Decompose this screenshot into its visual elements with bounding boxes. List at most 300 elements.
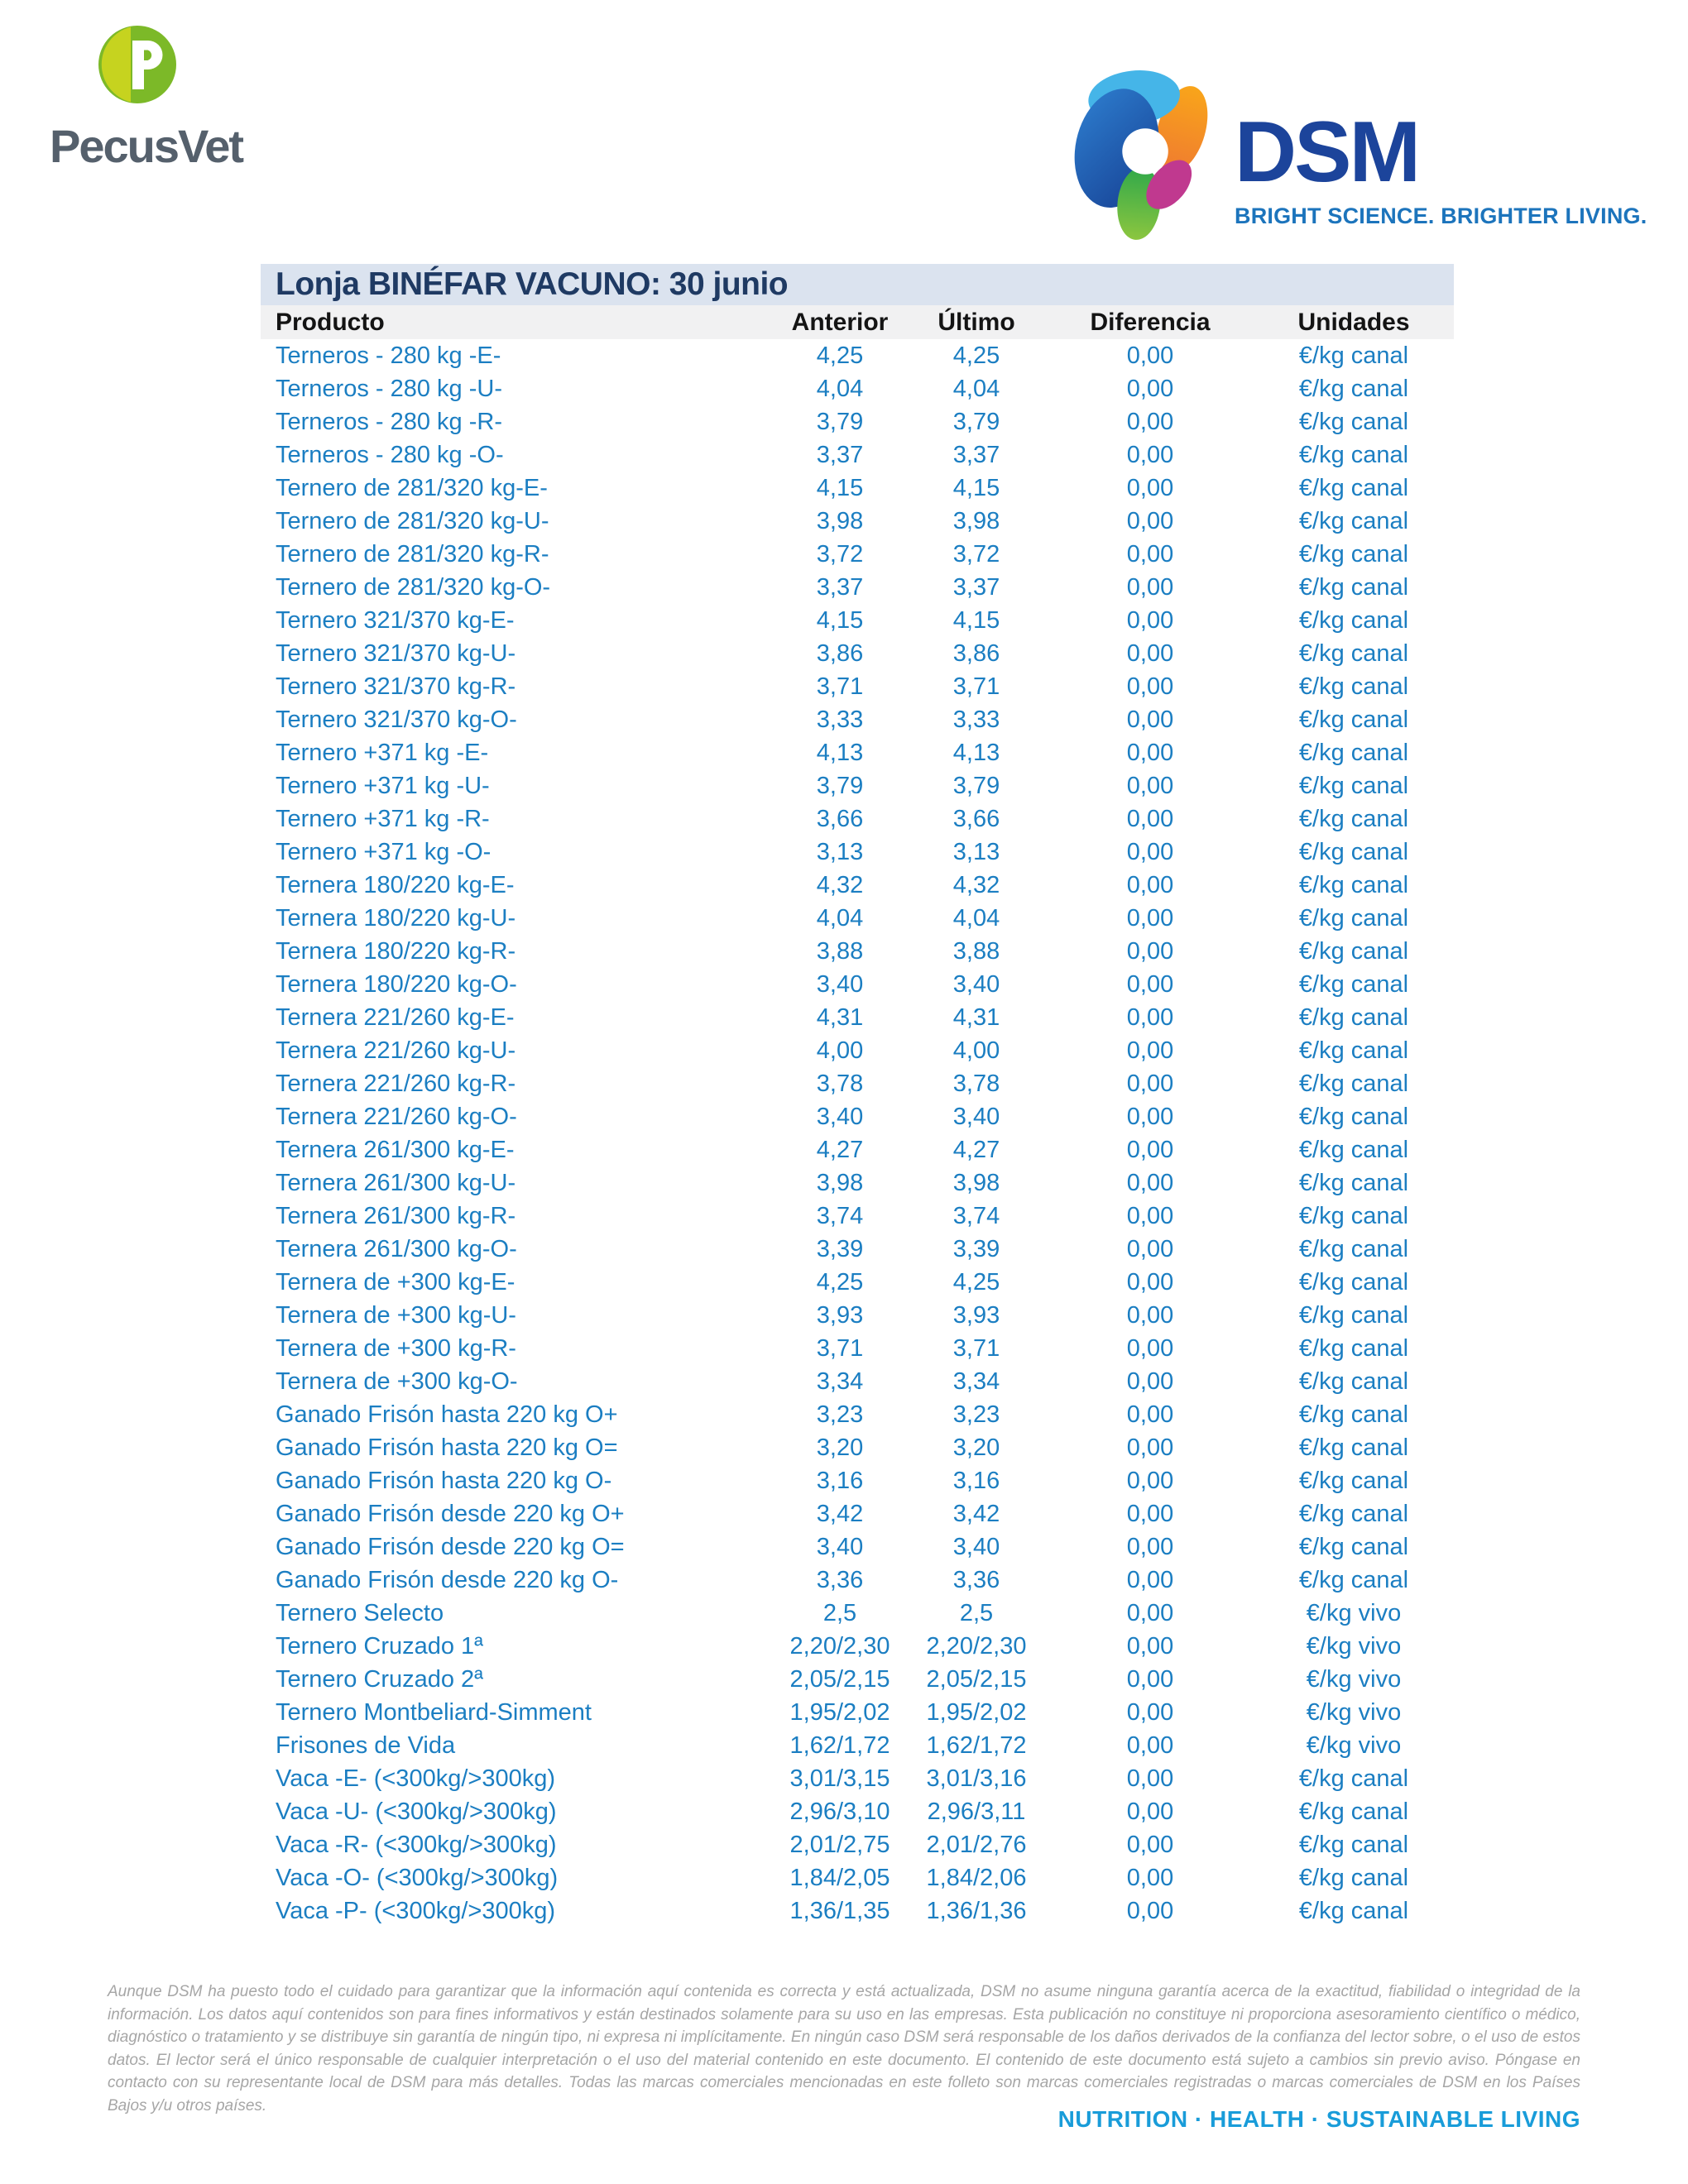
- ultimo-cell: 1,95/2,02: [926, 1698, 1027, 1726]
- ultimo-cell: 3,86: [952, 639, 1000, 667]
- anterior-cell: 2,05/2,15: [789, 1665, 890, 1693]
- product-cell: Ternera 180/220 kg-R-: [276, 937, 516, 965]
- product-cell: Ternero 321/370 kg-R-: [276, 673, 516, 700]
- unidades-cell: €/kg vivo: [1306, 1599, 1402, 1626]
- unidades-cell: €/kg canal: [1298, 1798, 1409, 1825]
- unidades-cell: €/kg canal: [1298, 1334, 1409, 1362]
- product-cell: Ternera de +300 kg-U-: [276, 1301, 516, 1329]
- diferencia-cell: 0,00: [1126, 1467, 1174, 1494]
- table-row: [261, 438, 1454, 472]
- table-row: [261, 1464, 1454, 1497]
- table-row: [261, 1233, 1454, 1266]
- anterior-cell: 3,79: [816, 408, 864, 435]
- table-row: [261, 670, 1454, 703]
- diferencia-cell: 0,00: [1126, 441, 1174, 468]
- table-row: [261, 769, 1454, 802]
- diferencia-cell: 0,00: [1126, 1169, 1174, 1196]
- unidades-cell: €/kg canal: [1298, 342, 1409, 369]
- anterior-cell: 4,15: [816, 474, 864, 501]
- dsm-swirl-icon: [1069, 60, 1223, 242]
- diferencia-cell: 0,00: [1126, 1665, 1174, 1693]
- diferencia-cell: 0,00: [1126, 1632, 1174, 1660]
- diferencia-cell: 0,00: [1126, 1698, 1174, 1726]
- diferencia-cell: 0,00: [1126, 1334, 1174, 1362]
- table-row: [261, 802, 1454, 836]
- diferencia-cell: 0,00: [1126, 1864, 1174, 1891]
- ultimo-cell: 4,04: [952, 375, 1000, 402]
- product-cell: Ganado Frisón hasta 220 kg O-: [276, 1467, 612, 1494]
- table-row: [261, 1067, 1454, 1100]
- product-cell: Terneros - 280 kg -R-: [276, 408, 502, 435]
- table-row: [261, 604, 1454, 637]
- product-cell: Ternero 321/370 kg-O-: [276, 706, 517, 733]
- product-cell: Ternero +371 kg -E-: [276, 739, 489, 766]
- anterior-cell: 4,15: [816, 606, 864, 634]
- anterior-cell: 1,95/2,02: [789, 1698, 890, 1726]
- table-row: [261, 1332, 1454, 1365]
- unidades-cell: €/kg canal: [1298, 805, 1409, 832]
- product-cell: Ternero de 281/320 kg-R-: [276, 540, 549, 568]
- unidades-cell: €/kg canal: [1298, 1566, 1409, 1593]
- product-cell: Ternera 221/260 kg-U-: [276, 1037, 516, 1064]
- diferencia-cell: 0,00: [1126, 1003, 1174, 1031]
- diferencia-cell: 0,00: [1126, 1897, 1174, 1924]
- product-cell: Ternero Montbeliard-Simment: [276, 1698, 592, 1726]
- ultimo-cell: 2,5: [959, 1599, 994, 1626]
- diferencia-cell: 0,00: [1126, 1202, 1174, 1229]
- ultimo-cell: 3,01/3,16: [926, 1765, 1027, 1792]
- ultimo-cell: 4,31: [952, 1003, 1000, 1031]
- ultimo-cell: 3,88: [952, 937, 1000, 965]
- column-header-ultimo: Último: [938, 308, 1015, 336]
- anterior-cell: 3,37: [816, 441, 864, 468]
- anterior-cell: 2,01/2,75: [789, 1831, 890, 1858]
- ultimo-cell: 3,13: [952, 838, 1000, 865]
- diferencia-cell: 0,00: [1126, 540, 1174, 568]
- ultimo-cell: 3,20: [952, 1434, 1000, 1461]
- anterior-cell: 1,62/1,72: [789, 1731, 890, 1759]
- ultimo-cell: 3,72: [952, 540, 1000, 568]
- table-row: [261, 1564, 1454, 1597]
- anterior-cell: 4,13: [816, 739, 864, 766]
- unidades-cell: €/kg canal: [1298, 1401, 1409, 1428]
- anterior-cell: 3,42: [816, 1500, 864, 1527]
- table-row: [261, 1630, 1454, 1663]
- table-row: [261, 1762, 1454, 1795]
- unidades-cell: €/kg canal: [1298, 970, 1409, 998]
- unidades-cell: €/kg canal: [1298, 838, 1409, 865]
- ultimo-cell: 3,40: [952, 1103, 1000, 1130]
- table-row: [261, 869, 1454, 902]
- table-row: [261, 736, 1454, 769]
- unidades-cell: €/kg canal: [1298, 1003, 1409, 1031]
- product-cell: Ternera 180/220 kg-U-: [276, 904, 516, 932]
- table-row: [261, 339, 1454, 372]
- diferencia-cell: 0,00: [1126, 904, 1174, 932]
- ultimo-cell: 1,62/1,72: [926, 1731, 1027, 1759]
- product-cell: Ganado Frisón desde 220 kg O+: [276, 1500, 625, 1527]
- product-cell: Ternero Selecto: [276, 1599, 444, 1626]
- anterior-cell: 3,40: [816, 970, 864, 998]
- diferencia-cell: 0,00: [1126, 1367, 1174, 1395]
- diferencia-cell: 0,00: [1126, 1831, 1174, 1858]
- product-cell: Ternera 180/220 kg-O-: [276, 970, 517, 998]
- unidades-cell: €/kg canal: [1298, 441, 1409, 468]
- diferencia-cell: 0,00: [1126, 474, 1174, 501]
- table-row: [261, 1266, 1454, 1299]
- product-cell: Ternera de +300 kg-R-: [276, 1334, 516, 1362]
- product-cell: Ternero de 281/320 kg-U-: [276, 507, 549, 534]
- disclaimer-text: Aunque DSM ha puesto todo el cuidado para garantizar que la información aquí contenida es correcta y está actualizada, DSM no asume ninguna garantía acerca de la exactitud, fiabilidad o integridad de la información. Los datos aquí contenidos son para fines informativos y están destinados solamente para su uso en las empresas. Esta publicación no constituye ni proporciona asesoramiento científico o médico, diagnóstico o tratamiento y se distribuye sin garantía de ningún tipo, ni expresa ni implícitamente. En ningún caso DSM será responsable de los daños derivados de la confianza del lector sobre, o el uso de estos datos. El lector será el único responsable de cualquier interpretación o el uso del material contenido en este documento. El contenido de este documento está sujeto a cambios sin previo aviso. Póngase en contacto con su representante local de DSM para más detalles. Todas las marcas comerciales mencionadas en este folleto son marcas comerciales registradas o marcas comerciales de DSM en los Países Bajos y/u otros países.: [108, 1983, 1580, 2115]
- price-table: [261, 264, 1454, 1928]
- table-row: [261, 1001, 1454, 1034]
- product-cell: Ternera de +300 kg-O-: [276, 1367, 518, 1395]
- unidades-cell: €/kg canal: [1298, 1103, 1409, 1130]
- diferencia-cell: 0,00: [1126, 1070, 1174, 1097]
- anterior-cell: 1,36/1,35: [789, 1897, 890, 1924]
- dsm-tagline: BRIGHT SCIENCE. BRIGHTER LIVING.: [1235, 204, 1647, 228]
- ultimo-cell: 3,71: [952, 673, 1000, 700]
- table-row: [261, 1530, 1454, 1564]
- table-row: [261, 1100, 1454, 1133]
- table-row: [261, 1133, 1454, 1166]
- anterior-cell: 1,84/2,05: [789, 1864, 890, 1891]
- product-cell: Ternero de 281/320 kg-E-: [276, 474, 548, 501]
- anterior-cell: 3,71: [816, 1334, 864, 1362]
- ultimo-cell: 4,32: [952, 871, 1000, 898]
- table-body: [261, 339, 1454, 1928]
- unidades-cell: €/kg canal: [1298, 739, 1409, 766]
- anterior-cell: 3,40: [816, 1103, 864, 1130]
- product-cell: Ternera 221/260 kg-E-: [276, 1003, 515, 1031]
- unidades-cell: €/kg canal: [1298, 540, 1409, 568]
- unidades-cell: €/kg vivo: [1306, 1632, 1402, 1660]
- diferencia-cell: 0,00: [1126, 772, 1174, 799]
- anterior-cell: 4,25: [816, 342, 864, 369]
- product-cell: Ternera 221/260 kg-R-: [276, 1070, 516, 1097]
- table-row: [261, 405, 1454, 438]
- table-row: [261, 1729, 1454, 1762]
- unidades-cell: €/kg canal: [1298, 408, 1409, 435]
- unidades-cell: €/kg canal: [1298, 1500, 1409, 1527]
- product-cell: Ternera de +300 kg-E-: [276, 1268, 516, 1296]
- table-row: [261, 1894, 1454, 1928]
- diferencia-cell: 0,00: [1126, 1500, 1174, 1527]
- ultimo-cell: 4,04: [952, 904, 1000, 932]
- ultimo-cell: 2,05/2,15: [926, 1665, 1027, 1693]
- ultimo-cell: 3,79: [952, 408, 1000, 435]
- unidades-cell: €/kg canal: [1298, 1434, 1409, 1461]
- anterior-cell: 3,34: [816, 1367, 864, 1395]
- anterior-cell: 3,78: [816, 1070, 864, 1097]
- ultimo-cell: 3,71: [952, 1334, 1000, 1362]
- table-row: [261, 902, 1454, 935]
- anterior-cell: 3,20: [816, 1434, 864, 1461]
- ultimo-cell: 4,25: [952, 1268, 1000, 1296]
- diferencia-cell: 0,00: [1126, 871, 1174, 898]
- diferencia-cell: 0,00: [1126, 970, 1174, 998]
- pecusvet-p-circle-icon: [98, 25, 177, 104]
- product-cell: Ganado Frisón desde 220 kg O=: [276, 1533, 625, 1560]
- footer-tagline: NUTRITION · HEALTH · SUSTAINABLE LIVING: [1057, 2106, 1580, 2132]
- table-row: [261, 1497, 1454, 1530]
- anterior-cell: 3,39: [816, 1235, 864, 1262]
- column-header-producto: Producto: [276, 308, 385, 336]
- unidades-cell: €/kg canal: [1298, 1070, 1409, 1097]
- unidades-cell: €/kg canal: [1298, 1169, 1409, 1196]
- product-cell: Ternero 321/370 kg-E-: [276, 606, 515, 634]
- anterior-cell: 3,72: [816, 540, 864, 568]
- ultimo-cell: 3,98: [952, 507, 1000, 534]
- anterior-cell: 3,86: [816, 639, 864, 667]
- table-row: [261, 1431, 1454, 1464]
- anterior-cell: 3,16: [816, 1467, 864, 1494]
- diferencia-cell: 0,00: [1126, 342, 1174, 369]
- ultimo-cell: 4,25: [952, 342, 1000, 369]
- table-row: [261, 1166, 1454, 1200]
- table-row: [261, 571, 1454, 604]
- table-row: [261, 935, 1454, 968]
- unidades-cell: €/kg vivo: [1306, 1731, 1402, 1759]
- unidades-cell: €/kg canal: [1298, 1037, 1409, 1064]
- product-cell: Ternero Cruzado 1ª: [276, 1632, 483, 1660]
- ultimo-cell: 1,36/1,36: [926, 1897, 1027, 1924]
- ultimo-cell: 3,79: [952, 772, 1000, 799]
- table-row: [261, 703, 1454, 736]
- diferencia-cell: 0,00: [1126, 1268, 1174, 1296]
- product-cell: Vaca -O- (<300kg/>300kg): [276, 1864, 559, 1891]
- table-row: [261, 836, 1454, 869]
- product-cell: Terneros - 280 kg -O-: [276, 441, 504, 468]
- product-cell: Ganado Frisón desde 220 kg O-: [276, 1566, 619, 1593]
- diferencia-cell: 0,00: [1126, 1731, 1174, 1759]
- ultimo-cell: 4,15: [952, 474, 1000, 501]
- unidades-cell: €/kg canal: [1298, 1765, 1409, 1792]
- product-cell: Ternero +371 kg -U-: [276, 772, 490, 799]
- anterior-cell: 3,13: [816, 838, 864, 865]
- column-header-diferencia: Diferencia: [1090, 308, 1211, 336]
- unidades-cell: €/kg canal: [1298, 1864, 1409, 1891]
- diferencia-cell: 0,00: [1126, 408, 1174, 435]
- product-cell: Ternera 221/260 kg-O-: [276, 1103, 517, 1130]
- ultimo-cell: 2,20/2,30: [926, 1632, 1027, 1660]
- anterior-cell: 3,98: [816, 507, 864, 534]
- anterior-cell: 3,37: [816, 573, 864, 601]
- diferencia-cell: 0,00: [1126, 838, 1174, 865]
- product-cell: Ternera 261/300 kg-U-: [276, 1169, 516, 1196]
- product-cell: Terneros - 280 kg -E-: [276, 342, 501, 369]
- ultimo-cell: 3,98: [952, 1169, 1000, 1196]
- table-header-row: [261, 305, 1454, 339]
- unidades-cell: €/kg canal: [1298, 1533, 1409, 1560]
- diferencia-cell: 0,00: [1126, 507, 1174, 534]
- product-cell: Ternero de 281/320 kg-O-: [276, 573, 551, 601]
- ultimo-cell: 4,13: [952, 739, 1000, 766]
- anterior-cell: 3,23: [816, 1401, 864, 1428]
- diferencia-cell: 0,00: [1126, 375, 1174, 402]
- unidades-cell: €/kg canal: [1298, 606, 1409, 634]
- ultimo-cell: 3,40: [952, 1533, 1000, 1560]
- table-row: [261, 968, 1454, 1001]
- ultimo-cell: 3,37: [952, 441, 1000, 468]
- unidades-cell: €/kg canal: [1298, 639, 1409, 667]
- dsm-wordmark: DSM: [1235, 104, 1419, 200]
- unidades-cell: €/kg canal: [1298, 673, 1409, 700]
- ultimo-cell: 3,36: [952, 1566, 1000, 1593]
- ultimo-cell: 2,96/3,11: [927, 1798, 1026, 1825]
- anterior-cell: 3,93: [816, 1301, 864, 1329]
- diferencia-cell: 0,00: [1126, 639, 1174, 667]
- ultimo-cell: 3,42: [952, 1500, 1000, 1527]
- diferencia-cell: 0,00: [1126, 1798, 1174, 1825]
- ultimo-cell: 3,93: [952, 1301, 1000, 1329]
- anterior-cell: 3,74: [816, 1202, 864, 1229]
- diferencia-cell: 0,00: [1126, 805, 1174, 832]
- anterior-cell: 4,04: [816, 375, 864, 402]
- anterior-cell: 2,96/3,10: [789, 1798, 890, 1825]
- ultimo-cell: 4,00: [952, 1037, 1000, 1064]
- product-cell: Terneros - 280 kg -U-: [276, 375, 502, 402]
- table-title: Lonja BINÉFAR VACUNO: 30 junio: [261, 264, 1454, 305]
- anterior-cell: 3,36: [816, 1566, 864, 1593]
- anterior-cell: 4,31: [816, 1003, 864, 1031]
- diferencia-cell: 0,00: [1126, 673, 1174, 700]
- ultimo-cell: 3,66: [952, 805, 1000, 832]
- ultimo-cell: 3,16: [952, 1467, 1000, 1494]
- diferencia-cell: 0,00: [1126, 739, 1174, 766]
- table-row: [261, 372, 1454, 405]
- diferencia-cell: 0,00: [1126, 606, 1174, 634]
- anterior-cell: 3,40: [816, 1533, 864, 1560]
- diferencia-cell: 0,00: [1126, 1235, 1174, 1262]
- anterior-cell: 4,04: [816, 904, 864, 932]
- product-cell: Ternero Cruzado 2ª: [276, 1665, 483, 1693]
- unidades-cell: €/kg canal: [1298, 573, 1409, 601]
- diferencia-cell: 0,00: [1126, 1103, 1174, 1130]
- diferencia-cell: 0,00: [1126, 1301, 1174, 1329]
- product-cell: Ternera 180/220 kg-E-: [276, 871, 515, 898]
- anterior-cell: 2,20/2,30: [789, 1632, 890, 1660]
- table-row: [261, 472, 1454, 505]
- anterior-cell: 3,33: [816, 706, 864, 733]
- anterior-cell: 3,71: [816, 673, 864, 700]
- product-cell: Ternera 261/300 kg-R-: [276, 1202, 516, 1229]
- table-row: [261, 637, 1454, 670]
- product-cell: Ternera 261/300 kg-E-: [276, 1136, 515, 1163]
- diferencia-cell: 0,00: [1126, 1434, 1174, 1461]
- unidades-cell: €/kg canal: [1298, 1202, 1409, 1229]
- ultimo-cell: 3,74: [952, 1202, 1000, 1229]
- pecusvet-wordmark: PecusVet: [50, 120, 243, 172]
- table-row: [261, 1398, 1454, 1431]
- table-row: [261, 1795, 1454, 1828]
- diferencia-cell: 0,00: [1126, 1599, 1174, 1626]
- product-cell: Vaca -U- (<300kg/>300kg): [276, 1798, 557, 1825]
- anterior-cell: 4,32: [816, 871, 864, 898]
- unidades-cell: €/kg canal: [1298, 474, 1409, 501]
- product-cell: Ganado Frisón hasta 220 kg O=: [276, 1434, 618, 1461]
- ultimo-cell: 3,34: [952, 1367, 1000, 1395]
- ultimo-cell: 3,37: [952, 573, 1000, 601]
- unidades-cell: €/kg canal: [1298, 1367, 1409, 1395]
- diferencia-cell: 0,00: [1126, 937, 1174, 965]
- table-row: [261, 1828, 1454, 1861]
- unidades-cell: €/kg canal: [1298, 871, 1409, 898]
- product-cell: Ganado Frisón hasta 220 kg O+: [276, 1401, 618, 1428]
- unidades-cell: €/kg canal: [1298, 1235, 1409, 1262]
- ultimo-cell: 3,39: [952, 1235, 1000, 1262]
- product-cell: Ternero +371 kg -R-: [276, 805, 490, 832]
- table-row: [261, 1696, 1454, 1729]
- anterior-cell: 3,66: [816, 805, 864, 832]
- diferencia-cell: 0,00: [1126, 1765, 1174, 1792]
- unidades-cell: €/kg canal: [1298, 1268, 1409, 1296]
- diferencia-cell: 0,00: [1126, 706, 1174, 733]
- unidades-cell: €/kg canal: [1298, 772, 1409, 799]
- anterior-cell: 4,27: [816, 1136, 864, 1163]
- ultimo-cell: 3,23: [952, 1401, 1000, 1428]
- unidades-cell: €/kg canal: [1298, 937, 1409, 965]
- ultimo-cell: 4,15: [952, 606, 1000, 634]
- product-cell: Vaca -E- (<300kg/>300kg): [276, 1765, 555, 1792]
- ultimo-cell: 3,78: [952, 1070, 1000, 1097]
- ultimo-cell: 3,33: [952, 706, 1000, 733]
- ultimo-cell: 1,84/2,06: [926, 1864, 1027, 1891]
- table-row: [261, 1663, 1454, 1696]
- unidades-cell: €/kg canal: [1298, 1467, 1409, 1494]
- diferencia-cell: 0,00: [1126, 1533, 1174, 1560]
- anterior-cell: 4,00: [816, 1037, 864, 1064]
- anterior-cell: 2,5: [822, 1599, 857, 1626]
- product-cell: Ternero +371 kg -O-: [276, 838, 492, 865]
- table-row: [261, 505, 1454, 538]
- anterior-cell: 3,01/3,15: [789, 1765, 890, 1792]
- table-row: [261, 1299, 1454, 1332]
- anterior-cell: 3,88: [816, 937, 864, 965]
- product-cell: Ternera 261/300 kg-O-: [276, 1235, 517, 1262]
- diferencia-cell: 0,00: [1126, 1037, 1174, 1064]
- anterior-cell: 4,25: [816, 1268, 864, 1296]
- table-row: [261, 1861, 1454, 1894]
- product-cell: Vaca -R- (<300kg/>300kg): [276, 1831, 557, 1858]
- column-header-anterior: Anterior: [791, 308, 889, 336]
- anterior-cell: 3,79: [816, 772, 864, 799]
- table-row: [261, 1034, 1454, 1067]
- ultimo-cell: 2,01/2,76: [926, 1831, 1027, 1858]
- table-row: [261, 1200, 1454, 1233]
- anterior-cell: 3,98: [816, 1169, 864, 1196]
- unidades-cell: €/kg canal: [1298, 507, 1409, 534]
- unidades-cell: €/kg canal: [1298, 1831, 1409, 1858]
- table-row: [261, 1597, 1454, 1630]
- unidades-cell: €/kg canal: [1298, 375, 1409, 402]
- diferencia-cell: 0,00: [1126, 1566, 1174, 1593]
- unidades-cell: €/kg vivo: [1306, 1665, 1402, 1693]
- pecusvet-logo: [50, 25, 265, 173]
- table-row: [261, 1365, 1454, 1398]
- unidades-cell: €/kg canal: [1298, 904, 1409, 932]
- product-cell: Ternero 321/370 kg-U-: [276, 639, 516, 667]
- ultimo-cell: 4,27: [952, 1136, 1000, 1163]
- product-cell: Vaca -P- (<300kg/>300kg): [276, 1897, 555, 1924]
- table-row: [261, 538, 1454, 571]
- diferencia-cell: 0,00: [1126, 1136, 1174, 1163]
- column-header-unidades: Unidades: [1297, 308, 1410, 336]
- unidades-cell: €/kg vivo: [1306, 1698, 1402, 1726]
- diferencia-cell: 0,00: [1126, 573, 1174, 601]
- unidades-cell: €/kg canal: [1298, 1301, 1409, 1329]
- unidades-cell: €/kg canal: [1298, 1136, 1409, 1163]
